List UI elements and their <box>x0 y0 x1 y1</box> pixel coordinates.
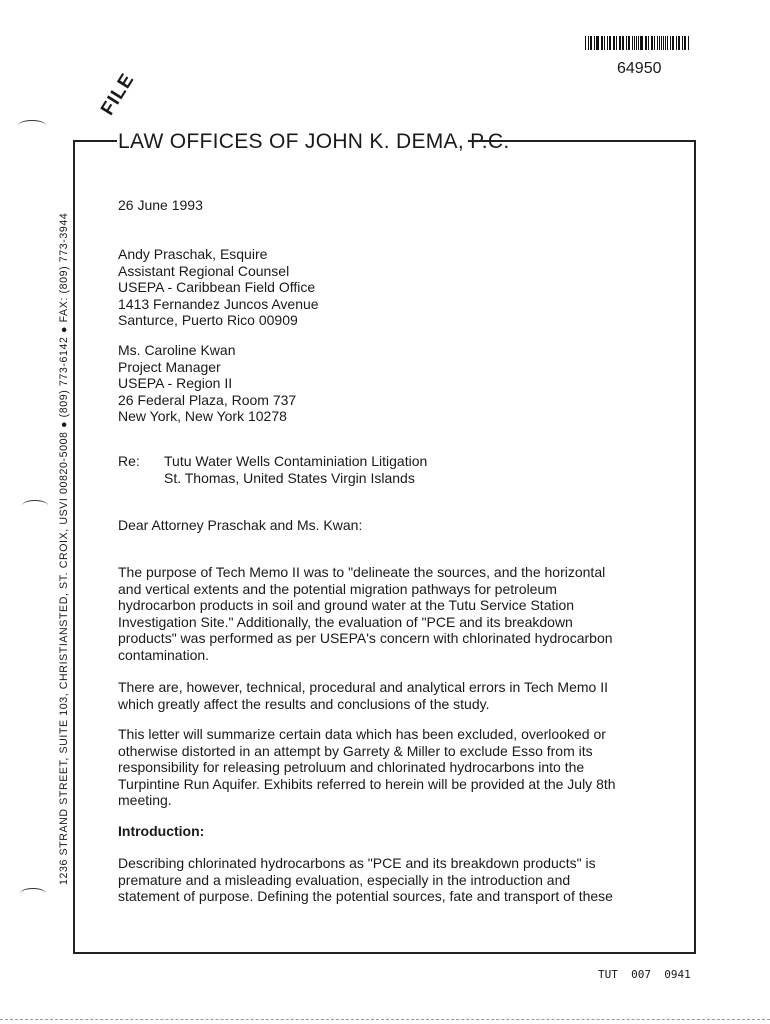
barcode-stripe <box>634 36 635 50</box>
barcode-stripe <box>670 36 671 50</box>
barcode-stripe <box>623 36 624 50</box>
recipient-2-line: 26 Federal Plaza, Room 737 <box>118 391 297 408</box>
paragraph-line: This letter will summarize certain data which has been excluded, overlooked or <box>118 726 606 742</box>
recipient-1-line: Assistant Regional Counsel <box>118 262 290 279</box>
paragraph-line: contamination. <box>118 646 210 663</box>
barcode-stripe <box>607 36 608 50</box>
barcode-stripe <box>594 36 595 50</box>
recipient-2-line: Project Manager <box>118 358 221 375</box>
paragraph-line: responsibility for releasing petroluum and chlorinated hydrocarbons into the <box>118 759 585 775</box>
frame-top-right-rule <box>468 140 696 142</box>
barcode-stripe <box>629 36 630 50</box>
barcode-stripe <box>601 36 602 50</box>
barcode-stripe <box>626 36 627 50</box>
barcode-stripe <box>591 36 592 50</box>
paragraph-line: Investigation Site." Additionally, the evaluation of "PCE and its breakdown <box>118 613 573 630</box>
frame-right-rule <box>694 140 696 954</box>
barcode-stripe <box>613 36 614 50</box>
barcode-stripe <box>638 36 639 50</box>
re-subject-line: Tutu Water Wells Contaminiation Litigation <box>164 453 428 469</box>
paragraph-line: products" was performed as per USEPA's concern with chlorinated hydrocarbon <box>118 630 613 646</box>
barcode-stripe <box>640 36 641 50</box>
barcode-stripe <box>679 36 680 50</box>
barcode-stripe <box>614 36 615 50</box>
barcode-stripe <box>585 36 586 50</box>
barcode-stripe <box>645 36 646 50</box>
barcode-stripe <box>673 36 674 50</box>
punch-hole-mark <box>20 888 46 899</box>
barcode-stripe <box>651 36 652 50</box>
frame-top-left-rule <box>73 140 117 142</box>
barcode-stripe <box>672 36 673 50</box>
paragraph-introduction <box>118 855 613 905</box>
frame-bottom-rule <box>73 952 696 954</box>
barcode-stripe <box>663 36 664 50</box>
paragraph-line: and vertical extents and the potential migration pathways for petroleum <box>118 580 557 597</box>
paragraph-line: There are, however, technical, procedural and analytical errors in Tech Memo II <box>118 679 608 695</box>
barcode-stripe <box>688 36 689 50</box>
paragraph-line: otherwise distorted in an attempt by Garrety & Miller to exclude Esso from its <box>118 742 593 759</box>
letter-date: 26 June 1993 <box>118 197 203 213</box>
recipient-2-line: New York, New York 10278 <box>118 408 287 424</box>
barcode-stripe <box>604 36 605 50</box>
barcode-stripe <box>619 36 621 50</box>
re-subject <box>164 453 427 486</box>
barcode-stripe <box>652 36 653 50</box>
paragraph-errors <box>118 679 608 712</box>
barcode-stripe <box>590 36 591 50</box>
recipient-1-line: Andy Praschak, Esquire <box>118 246 268 262</box>
paragraph-purpose <box>118 564 613 663</box>
bates-number: TUT 007 0941 <box>598 968 691 981</box>
barcode-stripe <box>628 36 629 50</box>
barcode-stripe <box>661 36 662 50</box>
barcode-stripe <box>636 36 637 50</box>
barcode-stripe <box>657 36 658 50</box>
recipient-block-2 <box>118 342 296 425</box>
paragraph-line: Turpintine Run Aquifer. Exhibits referred to herein will be provided at the July 8th <box>118 775 616 792</box>
paragraph-summary <box>118 726 616 809</box>
paragraph-line: statement of purpose. Defining the potential sources, fate and transport of these <box>118 888 613 904</box>
barcode-stripe <box>684 36 685 50</box>
barcode-stripe <box>659 36 660 50</box>
barcode-stripe <box>610 36 611 50</box>
barcode-stripe <box>682 36 683 50</box>
barcode-stripe <box>609 36 610 50</box>
recipient-block-1 <box>118 246 319 329</box>
barcode-stripe <box>602 36 603 50</box>
salutation: Dear Attorney Praschak and Ms. Kwan: <box>118 517 363 533</box>
barcode-stripe <box>648 36 649 50</box>
barcode-stripe <box>665 36 667 50</box>
paragraph-line: hydrocarbon products in soil and ground water at the Tutu Service Station <box>118 597 575 613</box>
paragraph-line: premature and a misleading evaluation, especially in the introduction and <box>118 871 571 888</box>
document-number: 64950 <box>617 60 662 77</box>
paragraph-line: Describing chlorinated hydrocarbons as "PCE and its breakdown products" is <box>118 855 596 871</box>
recipient-1-line: 1413 Fernandez Juncos Avenue <box>118 295 319 312</box>
barcode-stripe <box>596 36 597 50</box>
file-stamp: FILE <box>97 69 139 120</box>
section-heading-introduction: Introduction: <box>118 823 205 839</box>
barcode-stripe <box>676 36 677 50</box>
letterhead: LAW OFFICES OF JOHN K. DEMA, P.C. <box>118 130 510 153</box>
barcode-stripe <box>654 36 655 50</box>
barcode-stripe <box>597 36 599 50</box>
barcode-stripe <box>667 36 668 50</box>
paragraph-line: which greatly affect the results and conclusions of the study. <box>118 695 490 712</box>
paragraph-line: The purpose of Tech Memo II was to "delineate the sources, and the horizontal <box>118 564 606 580</box>
recipient-2-line: USEPA - Region II <box>118 375 233 391</box>
barcode-stripe <box>641 36 643 50</box>
barcode-stripe <box>588 36 589 50</box>
recipient-1-line: USEPA - Caribbean Field Office <box>118 279 316 295</box>
punch-hole-mark <box>18 120 46 131</box>
barcode-stripe <box>632 36 633 50</box>
frame-left-rule <box>73 140 75 954</box>
punch-hole-mark <box>22 500 48 511</box>
re-subject-line: St. Thomas, United States Virgin Islands <box>164 469 415 486</box>
recipient-2-line: Ms. Caroline Kwan <box>118 342 236 358</box>
barcode-stripe <box>678 36 679 50</box>
side-address: 1236 STRAND STREET, SUITE 103, CHRISTIANSTED, ST. CROIX, USVI 00820-5008 ● (809) 773-6142 ● FAX: (809) 773-3944 <box>58 212 70 885</box>
barcode-stripe <box>622 36 623 50</box>
re-label: Re: <box>118 453 140 469</box>
barcode-stripe <box>646 36 647 50</box>
paragraph-line: meeting. <box>118 792 172 808</box>
barcode-stripe <box>685 36 686 50</box>
scan-edge-rule <box>0 1019 770 1020</box>
barcode-stripe <box>616 36 617 50</box>
barcode <box>585 36 690 50</box>
recipient-1-line: Santurce, Puerto Rico 00909 <box>118 312 298 328</box>
